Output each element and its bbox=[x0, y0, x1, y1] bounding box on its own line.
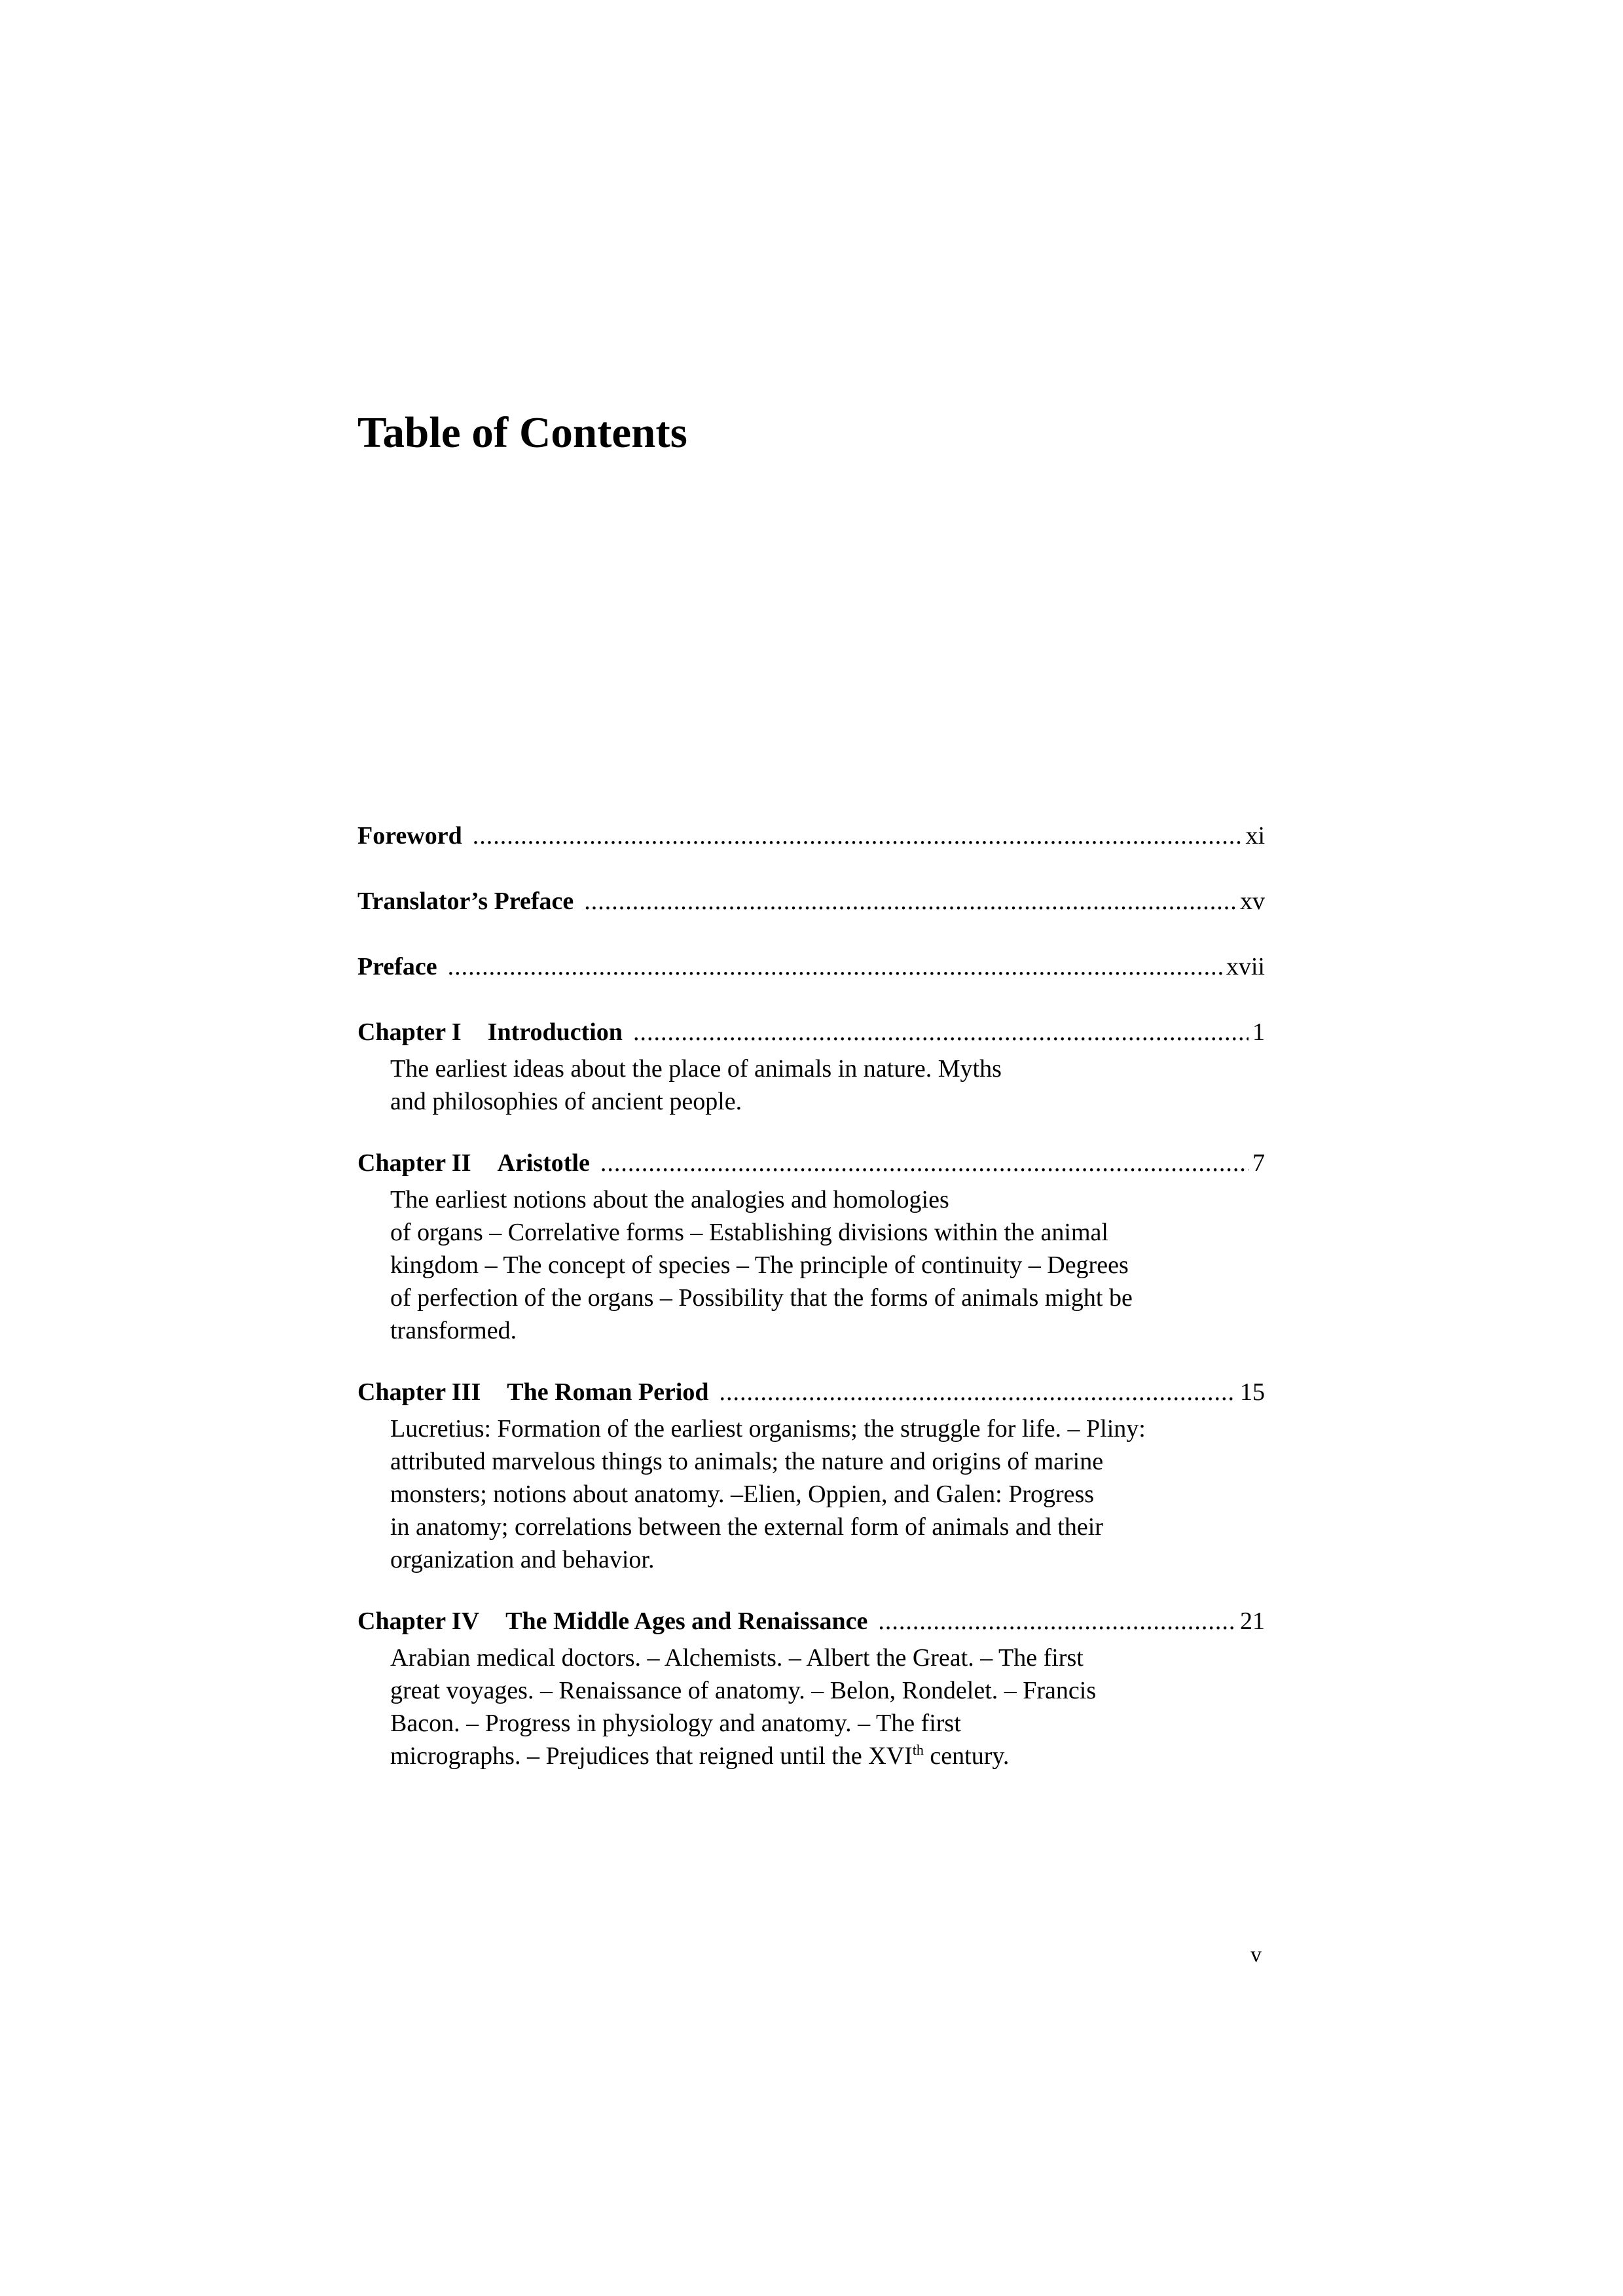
page-folio: v bbox=[1250, 1943, 1262, 1967]
toc-entry-chapter-2[interactable] bbox=[357, 1145, 1265, 1347]
toc-entry-chapter-1[interactable] bbox=[357, 1014, 1265, 1118]
toc-line[interactable] bbox=[357, 818, 1265, 853]
summary-line: of organs – Correlative forms – Establishing divisions within the animal bbox=[390, 1219, 1108, 1246]
toc-page-number: 15 bbox=[1240, 1378, 1265, 1406]
toc-line[interactable] bbox=[357, 1374, 1265, 1410]
chapter-number: Chapter II bbox=[357, 1149, 471, 1177]
toc-label bbox=[357, 1604, 867, 1639]
summary-line: The earliest notions about the analogies and homologies bbox=[390, 1186, 949, 1213]
summary-line: in anatomy; correlations between the external form of animals and their bbox=[390, 1513, 1103, 1541]
toc-label: Translator’s Preface bbox=[357, 888, 574, 915]
summary-line: of perfection of the organs – Possibility that the forms of animals might be bbox=[390, 1284, 1133, 1312]
toc-page-number: 7 bbox=[1252, 1149, 1265, 1177]
toc-entry-chapter-3[interactable] bbox=[357, 1374, 1265, 1576]
summary-line: great voyages. – Renaissance of anatomy. – Belon, Rondelet. – Francis bbox=[390, 1677, 1097, 1704]
toc-entry-foreword[interactable] bbox=[357, 818, 1265, 853]
summary-line bbox=[390, 1740, 1265, 1772]
chapter-summary bbox=[390, 1641, 1265, 1772]
toc-entry-chapter-4[interactable] bbox=[357, 1604, 1265, 1772]
page-title: Table of Contents bbox=[357, 408, 687, 457]
dot-leader bbox=[633, 1014, 1249, 1050]
chapter-summary bbox=[390, 1412, 1265, 1576]
chapter-title: The Middle Ages and Renaissance bbox=[505, 1607, 868, 1635]
chapter-summary bbox=[390, 1183, 1265, 1347]
chapter-summary bbox=[390, 1052, 1265, 1118]
summary-line: organization and behavior. bbox=[390, 1546, 655, 1573]
dot-leader bbox=[720, 1374, 1237, 1410]
superscript: th bbox=[912, 1742, 924, 1758]
toc-label bbox=[357, 1145, 590, 1181]
chapter-title: Aristotle bbox=[497, 1149, 590, 1177]
toc-line[interactable] bbox=[357, 1014, 1265, 1050]
summary-text: century. bbox=[923, 1742, 1010, 1770]
toc-entry-translators-preface[interactable] bbox=[357, 884, 1265, 919]
summary-line: transformed. bbox=[390, 1317, 517, 1344]
summary-line: attributed marvelous things to animals; the nature and origins of marine bbox=[390, 1448, 1104, 1475]
summary-line: Arabian medical doctors. – Alchemists. – Albert the Great. – The first bbox=[390, 1644, 1084, 1672]
dot-leader bbox=[878, 1604, 1236, 1639]
chapter-number: Chapter I bbox=[357, 1018, 462, 1046]
dot-leader bbox=[448, 949, 1222, 984]
chapter-number: Chapter III bbox=[357, 1378, 481, 1406]
summary-text: micrographs. – Prejudices that reigned until the XVI bbox=[390, 1742, 913, 1770]
toc-label bbox=[357, 1374, 709, 1410]
toc-label: Foreword bbox=[357, 822, 462, 850]
chapter-title: The Roman Period bbox=[507, 1378, 709, 1406]
summary-line: kingdom – The concept of species – The principle of continuity – Degrees bbox=[390, 1251, 1129, 1279]
toc-line[interactable] bbox=[357, 1604, 1265, 1639]
dot-leader bbox=[584, 884, 1236, 919]
summary-line: Bacon. – Progress in physiology and anatomy. – The first bbox=[390, 1710, 961, 1737]
toc-page-number: xv bbox=[1240, 888, 1265, 915]
dot-leader bbox=[600, 1145, 1249, 1181]
toc-page-number: 1 bbox=[1252, 1018, 1265, 1046]
toc-page-number: xi bbox=[1245, 822, 1265, 850]
toc-entry-preface[interactable] bbox=[357, 949, 1265, 984]
toc-page-number: xvii bbox=[1226, 953, 1265, 980]
toc-label bbox=[357, 1014, 623, 1050]
toc-line[interactable] bbox=[357, 1145, 1265, 1181]
chapter-number: Chapter IV bbox=[357, 1607, 480, 1635]
summary-line: and philosophies of ancient people. bbox=[390, 1088, 742, 1115]
toc-label: Preface bbox=[357, 953, 437, 980]
dot-leader bbox=[473, 818, 1242, 853]
summary-line: Lucretius: Formation of the earliest organisms; the struggle for life. – Pliny: bbox=[390, 1415, 1146, 1443]
toc-page-number: 21 bbox=[1240, 1607, 1265, 1635]
toc-line[interactable] bbox=[357, 884, 1265, 919]
summary-line: monsters; notions about anatomy. –Elien, Oppien, and Galen: Progress bbox=[390, 1480, 1095, 1508]
toc-line[interactable] bbox=[357, 949, 1265, 984]
summary-line: The earliest ideas about the place of animals in nature. Myths bbox=[390, 1055, 1002, 1083]
chapter-title: Introduction bbox=[487, 1018, 623, 1046]
table-of-contents bbox=[357, 818, 1265, 1772]
